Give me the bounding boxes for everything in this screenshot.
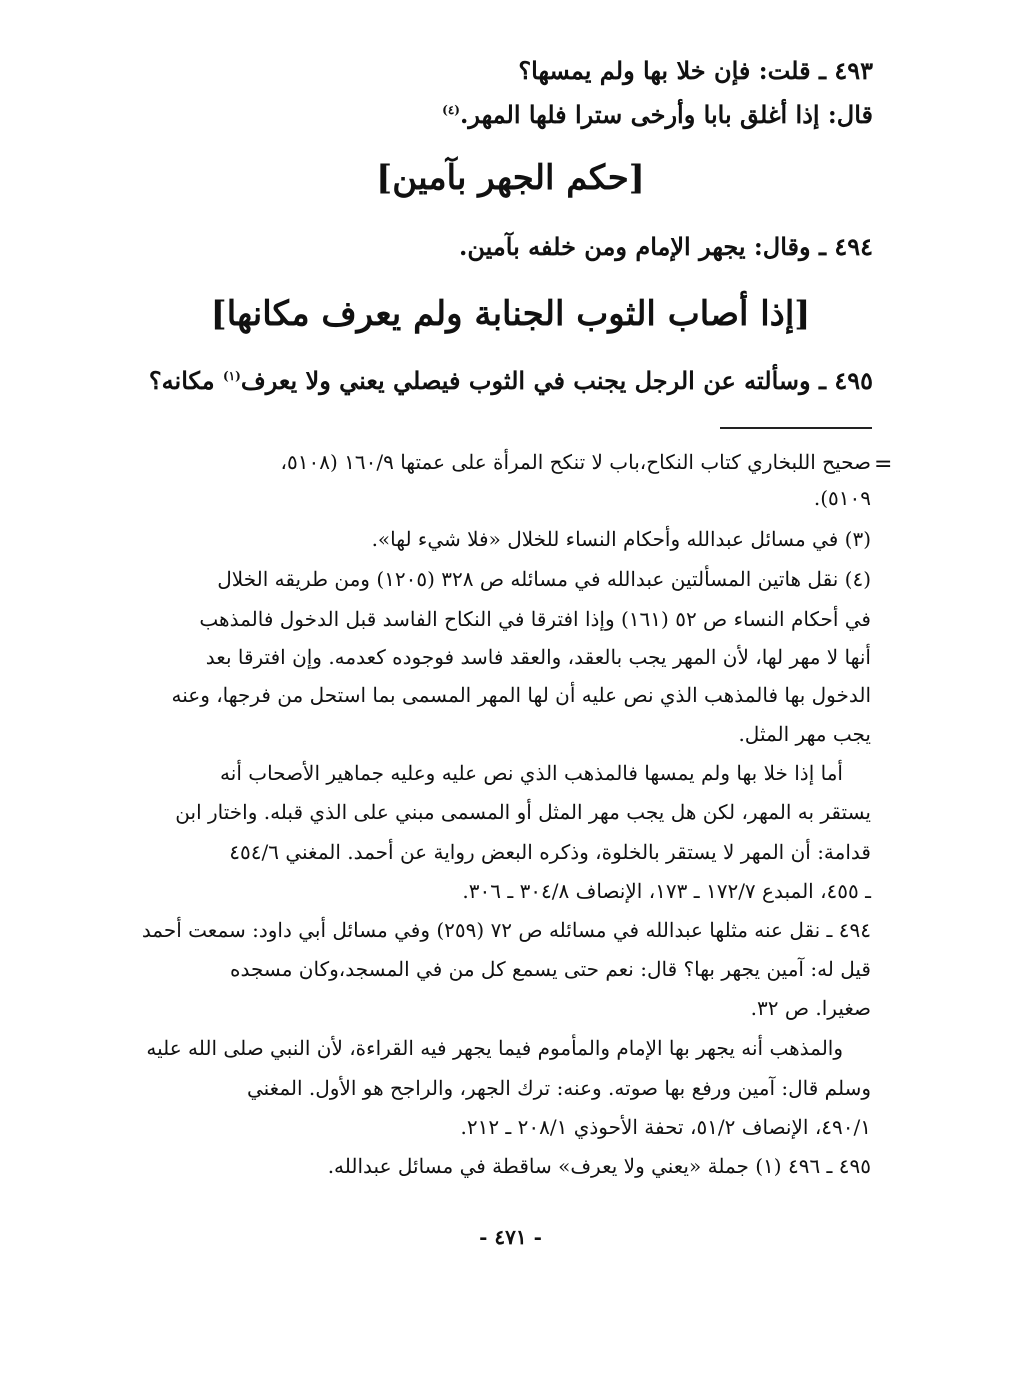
footnote-line: ـ ٤٥٥، المبدع ١٧٢/٧ ـ ١٧٣، الإنصاف ٣٠٤/٨ ـ ٣٠٦. [462, 879, 871, 903]
question-text: قلت: فإن خلا بها ولم يمسها؟ [518, 56, 811, 85]
section-heading-amin: [حكم الجهر بآمين] [376, 158, 645, 198]
entry-number: ٤٩٤ ـ [818, 232, 873, 261]
footnote-line: ٥١٠٩). [813, 486, 871, 510]
statement-text: وقال: يجهر الإمام ومن خلفه بآمين. [459, 232, 811, 261]
section-heading-janaba: [إذا أصاب الثوب الجنابة ولم يعرف مكانها] [210, 294, 811, 334]
footnote-line: يستقر به المهر، لكن هل يجب مهر المثل أو المسمى مبني على الذي قبله. واختار ابن [175, 800, 871, 824]
footnote-line: في أحكام النساء ص ٥٢ (١٦١) وإذا افترقا في النكاح الفاسد قبل الدخول فالمذهب [199, 607, 871, 631]
footnote-line: ٤٩٤ ـ نقل عنه مثلها عبدالله في مسائله ص ٧٢ (٢٥٩) وفي مسائل أبي داود: سمعت أحمد [141, 918, 871, 942]
answer-text: قال: إذا أغلق بابا وأرخى سترا فلها المهر. [459, 100, 873, 129]
footnote-line: (٣) في مسائل عبدالله وأحكام النساء للخلال «فلا شيء لها». [371, 527, 871, 551]
statement-494 [150, 232, 873, 261]
footnote-line: صغيرا. ص ٣٢. [750, 996, 871, 1020]
footnote-line: يجب مهر المثل. [738, 722, 871, 746]
question-495 [150, 366, 873, 395]
footnote-divider [720, 427, 872, 429]
footnote-line: ٤٩٥ ـ ٤٩٦ (١) جملة «يعني ولا يعرف» ساقطة في مسائل عبدالله. [327, 1154, 871, 1178]
footnote-line: (٤) نقل هاتين المسألتين عبدالله في مسائله ص ٣٢٨ (١٢٠٥) ومن طريقه الخلال [217, 567, 871, 591]
entry-number: ٤٩٥ ـ [818, 366, 873, 395]
footnote-line: قيل له: آمين يجهر بها؟ قال: نعم حتى يسمع كل من في المسجد،وكان مسجده [230, 957, 871, 981]
footnote-line: الدخول بها فالمذهب الذي نص عليه أن لها المهر المسمى بما استحل من فرجها، وعنه [171, 683, 871, 707]
footnote-line: أنها لا مهر لها، لأن المهر يجب بالعقد، والعقد فاسد فوجوده كعدمه. وإن افترقا بعد [205, 645, 871, 669]
footnote-line: قدامة: أن المهر لا يستقر بالخلوة، وذكره البعض رواية عن أحمد. المغني ٤٥٤/٦ [229, 840, 871, 864]
footnote-line: ٤٩٠/١، الإنصاف ٥١/٢، تحفة الأحوذي ٢٠٨/١ ـ ٢١٢. [460, 1115, 871, 1139]
answer-493 [150, 100, 873, 129]
footnote-line: وسلم قال: آمين ورفع بها صوته. وعنه: ترك الجهر، والراجح هو الأول. المغني [246, 1076, 871, 1100]
footnote-line: صحيح اللبخاري كتاب النكاح،باب لا تنكح المرأة على عمتها ١٦٠/٩ (٥١٠٨، [280, 450, 871, 474]
question-text-end: مكانه؟ [148, 366, 223, 395]
page-number: - ٤٧١ - [479, 1225, 542, 1249]
footnote-ref: (١) [222, 369, 241, 383]
entry-number: ٤٩٣ ـ [818, 56, 873, 85]
question-text: وسألته عن الرجل يجنب في الثوب فيصلي يعني ولا يعرف [240, 366, 811, 395]
question-493 [150, 56, 873, 85]
footnote-line: أما إذا خلا بها ولم يمسها فالمذهب الذي نص عليه وعليه جماهير الأصحاب أنه [220, 761, 843, 785]
continuation-mark: = [874, 452, 893, 477]
footnote-ref: (٤) [442, 103, 460, 117]
footnote-line: والمذهب أنه يجهر بها الإمام والمأموم فيما يجهر فيه القراءة، لأن النبي صلى الله عليه [146, 1036, 843, 1060]
